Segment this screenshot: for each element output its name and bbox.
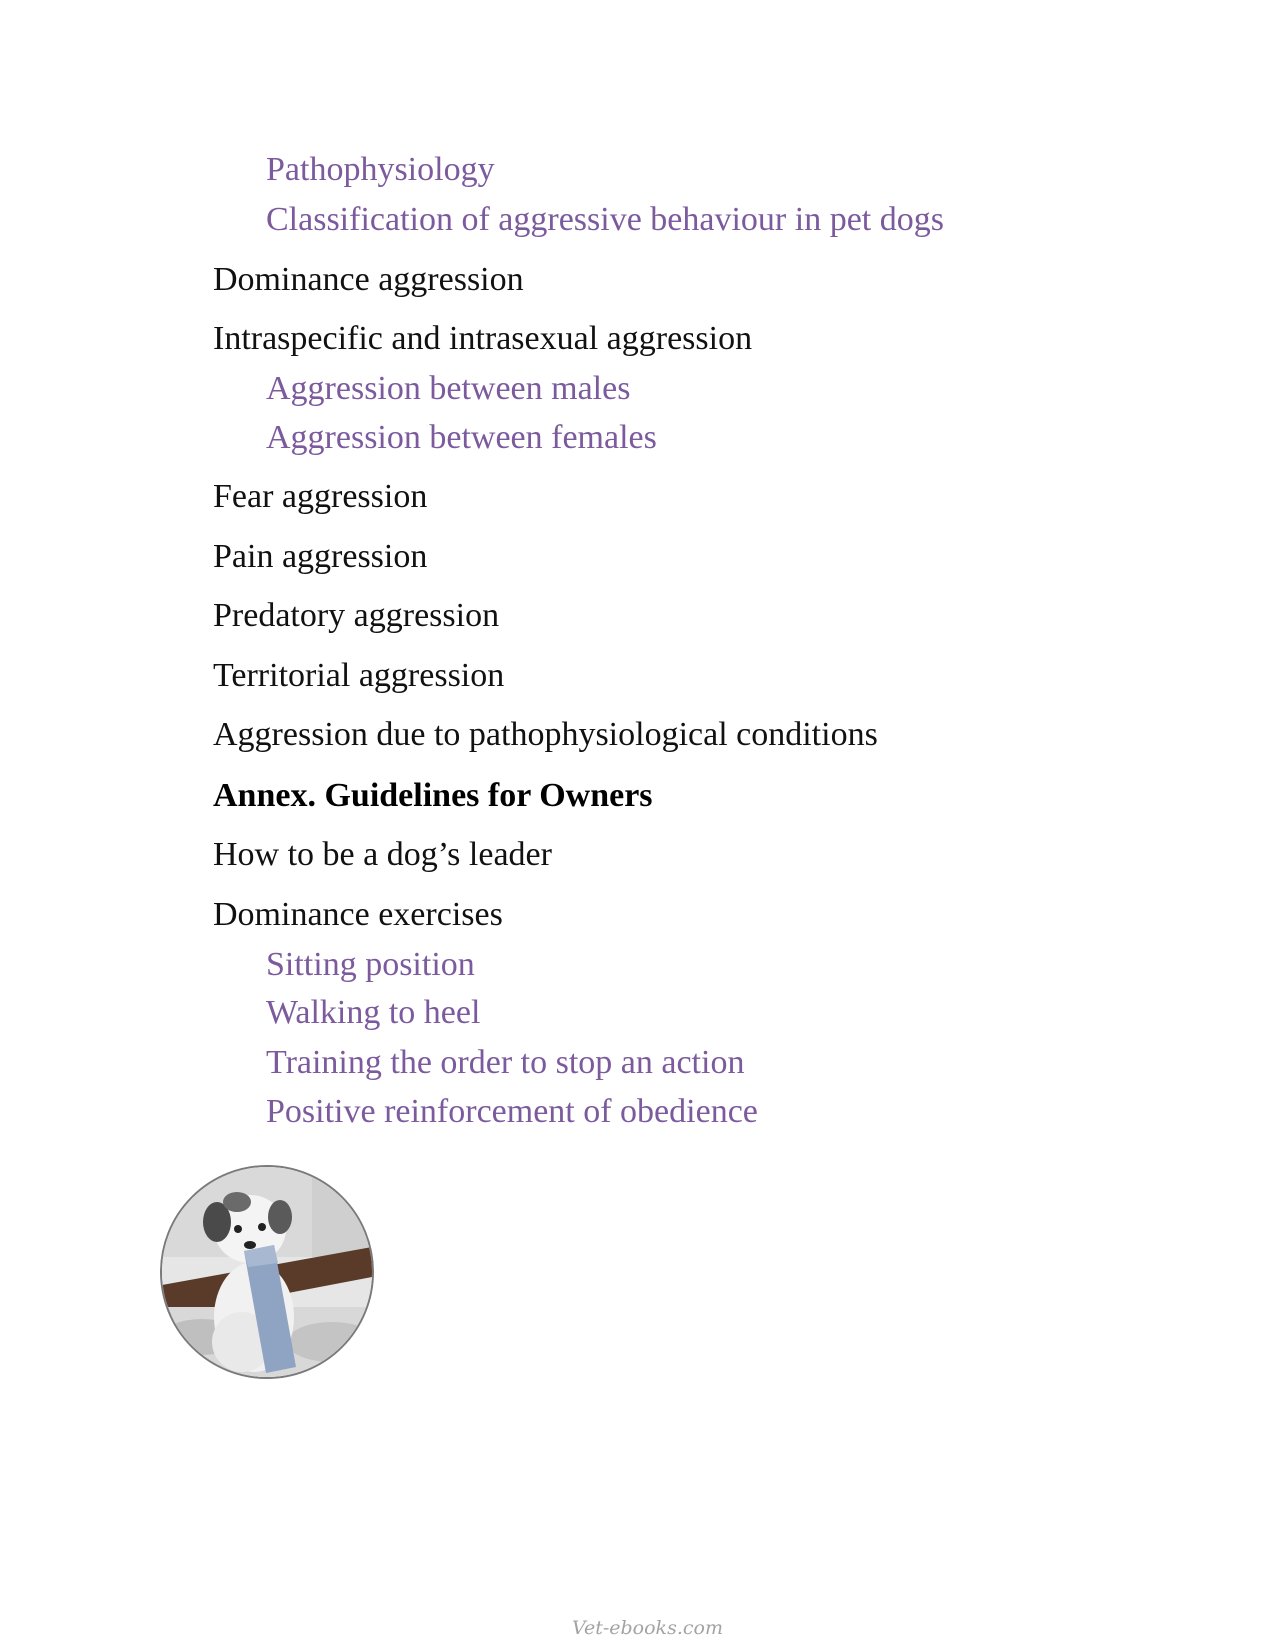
dog-photo [160, 1165, 374, 1379]
toc-entry-sitting-position[interactable]: Sitting position [266, 946, 475, 983]
toc-entry-dominance-aggression[interactable]: Dominance aggression [213, 261, 524, 298]
toc-entry-positive-reinforcement[interactable]: Positive reinforcement of obedience [266, 1093, 758, 1130]
toc-entry-aggression-males[interactable]: Aggression between males [266, 370, 631, 407]
toc-entry-walking-heel[interactable]: Walking to heel [266, 994, 481, 1031]
toc-entry-pathophysiology[interactable]: Pathophysiology [266, 151, 495, 188]
toc-entry-aggression-females[interactable]: Aggression between females [266, 419, 657, 456]
toc-entry-predatory-aggression[interactable]: Predatory aggression [213, 597, 500, 634]
toc-entry-pathophysiological-aggression[interactable]: Aggression due to pathophysiological conditions [213, 716, 878, 753]
toc-entry-intraspecific-aggression[interactable]: Intraspecific and intrasexual aggression [213, 320, 753, 357]
watermark: Vet-ebooks.com [572, 1617, 723, 1639]
toc-entry-classification[interactable]: Classification of aggressive behaviour in pet dogs [266, 201, 944, 238]
toc-entry-territorial-aggression[interactable]: Territorial aggression [213, 657, 505, 694]
toc-entry-pain-aggression[interactable]: Pain aggression [213, 538, 428, 575]
dog-with-sock-icon [162, 1167, 372, 1377]
toc-entry-fear-aggression[interactable]: Fear aggression [213, 478, 428, 515]
toc-entry-annex-guidelines[interactable]: Annex. Guidelines for Owners [213, 777, 653, 814]
toc-entry-dominance-exercises[interactable]: Dominance exercises [213, 896, 503, 933]
toc-entry-stop-action[interactable]: Training the order to stop an action [266, 1044, 745, 1081]
toc-entry-dog-leader[interactable]: How to be a dog’s leader [213, 836, 552, 873]
